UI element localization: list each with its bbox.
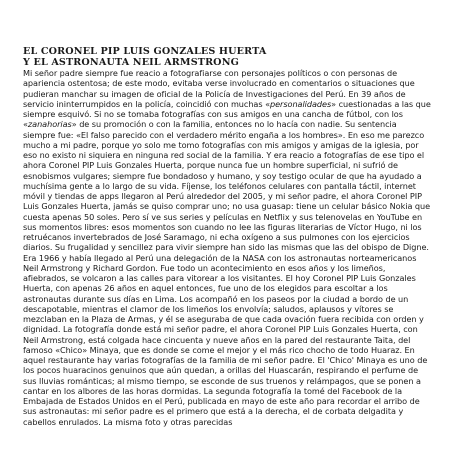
title-line-1: EL CORONEL PIP LUIS GONZALES HUERTA [23,46,267,57]
body-segment-italic: personalidades [270,98,332,109]
body-segment: » cuestionadas a las que siempre esquivó. Si no se tomaba fotografías con sus amigos en una cancha de fútbol, con los « [23,98,431,130]
article-body [23,68,431,427]
body-segment-italic: zanahorias [27,119,72,130]
title-line-2: Y EL ASTRONAUTA NEIL ARMSTRONG [23,56,239,68]
article-title [23,47,431,68]
body-segment: Mi señor padre siempre fue reacio a fotografiarse con personajes políticos o con personas de apariencia ostentosa; de este modo, evitaba verse involucrado en comentarios o situaciones que pudieran manchar su imagen de oficial de la Policía de Investigaciones del Perú. En 39 años de servicio ininterrumpidos en la policía, coincidió con muchas « [23,68,415,109]
body-segment: » de su promoción o con la familia, entonces no lo hacía con nadie. Su sentencia siempre fue: «El falso parecido con el verdadero mérito engaña a los hombres». En eso me parezco mucho a mi padre, porque yo solo me tomo fotografías con mis amigos y amigas de la iglesia, por eso no existo ni siquiera en ninguna red social de la familia. Y era reacio a fotografías de ese tipo el ahora Coronel PIP Luis Gonzales Huerta, porque nunca fue un hombre superficial, ni sufrió de esnobismos vulgares; siempre fue bondadoso y humano, y soy testigo ocular de que ha ayudado a muchísima gente a lo largo de su vida. Fíjense, los teléfonos celulares con pantalla táctil, internet móvil y tiendas de apps llegaron al Perú alrededor del 2005, y mi señor padre, el ahora Coronel PIP Luis Gonzales Huerta, jamás se quiso comprar uno; no usa guasap: tiene un celular básico Nokia que cuesta apenas 50 soles. Pero sí ve sus series y películas en Netflix y sus telenovelas en YouTube en sus momentos libres: esos momentos son cuando no lee las figuras literarias de Víctor Hugo, ni los retruécanos invertebrados de José Saramago, ni echa oxígeno a sus pulmones con los ejercicios diarios. Su frugalidad y sencillez para vivir siempre han sido las mismas que las del obispo de Digne. Era 1966 y había llegado al Perú una delegación de la NASA con los astronautas norteamericanos Neil Armstrong y Richard Gordon. Fue todo un acontecimiento en esos años y los limeños, afiebrados, se volcaron a las calles para vitorear a los visitantes. El hoy Coronel PIP Luis Gonzales Huerta, con apenas 26 años en aquel entonces, fue uno de los elegidos para escoltar a los astronautas durante sus días en Lima. Los acompañó en los paseos por la ciudad a bordo de un descapotable, mientras el clamor de los limeños los envolvía; saludos, aplausos y vítores se mezclaban en la Plaza de Armas, y él se aseguraba de que cada ovación fuera recibida con orden y dignidad. La fotografía donde está mi señor padre, el ahora Coronel PIP Luis Gonzales Huerta, con Neil Armstrong, está colgada hace cincuenta y nueve años en la pared del restaurante Taita, del famoso «Chico» Minaya, que es donde se come el mejor y el más rico chocho de todo Huaraz. En aquel restaurante hay varias fotografías de la familia de mi señor padre. El 'Chico' Minaya es uno de los pocos huaracinos genuinos que aún quedan, a orillas del Huascarán, respirando el perfume de sus lluvias románticas; al mismo tiempo, se esconde de sus truenos y relámpagos, que se ponen a cantar en los albores de las horas dormidas. La segunda fotografía la tomé del Facebook de la Embajada de Estados Unidos en el Perú, publicada en mayo de este año para recordar el arribo de sus astronautas: mi señor padre es el primero que está a la derecha, el de corbata delgadita y cabellos enrulados. La misma foto y otras parecidas [23,119,431,427]
